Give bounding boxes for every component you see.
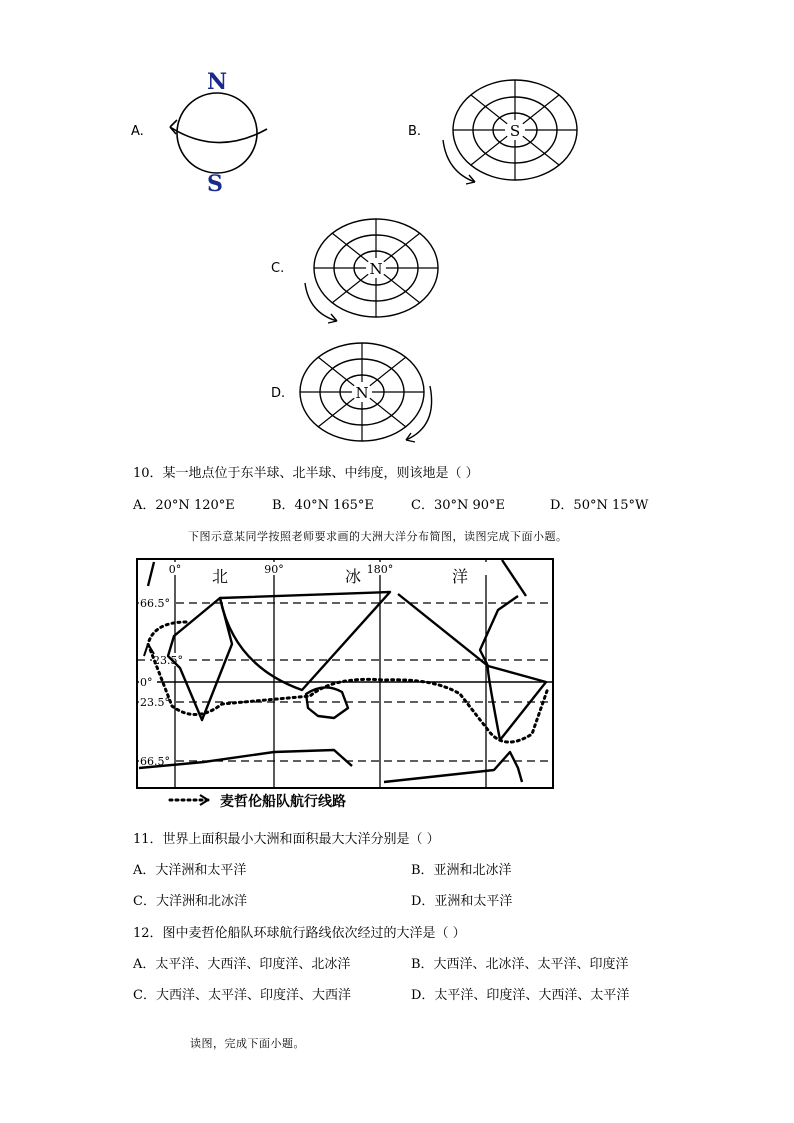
- lat-label-665s: 66.5°: [140, 755, 170, 768]
- q10-option-d: D．50°N 15°W: [550, 498, 649, 513]
- lat-label-235n: 23.5°: [153, 654, 183, 667]
- lat-label-235s: 23.5°: [140, 696, 170, 709]
- option-d-polar-figure: [290, 336, 450, 451]
- q11-option-a: A．大洋洲和太平洋: [133, 863, 247, 878]
- q10-option-b: B．40°N 165°E: [272, 498, 374, 513]
- option-a-label: A.: [131, 124, 144, 139]
- q11-option-b: B．亚洲和北冰洋: [411, 863, 512, 878]
- option-d-label: D.: [271, 386, 286, 401]
- continent-ocean-map: [134, 556, 564, 814]
- q12-option-b: B．大西洋、北冰洋、太平洋、印度洋: [411, 957, 629, 972]
- option-b-polar-figure: [435, 72, 585, 192]
- polar-center-label: N: [369, 260, 383, 278]
- legend-label: 麦哲伦船队航行线路: [220, 794, 346, 810]
- globe-north-label: N: [206, 69, 228, 95]
- option-b-label: B.: [408, 124, 422, 139]
- lon-label-90e: 90°: [264, 563, 284, 576]
- polar-center-label: S: [509, 122, 521, 140]
- polar-center-label: N: [355, 384, 369, 402]
- q12-option-d: D．太平洋、印度洋、大西洋、太平洋: [411, 988, 630, 1003]
- q12-stem: 12．图中麦哲伦船队环球航行路线依次经过的大洋是（ ）: [133, 926, 466, 941]
- option-a-globe-figure: [165, 65, 275, 195]
- lon-label-180: 180°: [366, 563, 394, 576]
- q11-option-c: C．大洋洲和北冰洋: [133, 894, 247, 909]
- footer-note: 读图，完成下面小题。: [190, 1037, 305, 1050]
- north-america-shape: [398, 594, 518, 666]
- option-c-polar-figure: [295, 215, 445, 327]
- q11-stem: 11．世界上面积最小大洲和面积最大大洋分别是（ ）: [133, 832, 440, 847]
- globe-south-label: S: [207, 171, 223, 195]
- australia-shape: [306, 687, 348, 718]
- q12-option-a: A．太平洋、大西洋、印度洋、北冰洋: [133, 957, 351, 972]
- antarctica-east: [384, 752, 522, 782]
- eurasia-shape: [220, 592, 390, 690]
- continent-outlines: [139, 560, 546, 782]
- ocean-char-2: 冰: [344, 567, 362, 586]
- option-c-label: C.: [271, 261, 285, 276]
- lon-label-0: 0°: [168, 563, 182, 576]
- lat-label-665n: 66.5°: [140, 597, 170, 610]
- q12-option-c: C．大西洋、太平洋、印度洋、大西洋: [133, 988, 351, 1003]
- q11-option-d: D．亚洲和太平洋: [411, 894, 513, 909]
- lat-label-0: 0°: [140, 676, 153, 689]
- south-america-shape: [488, 666, 546, 740]
- q10-stem: 10．某一地点位于东半球、北半球、中纬度，则该地是（ ）: [133, 466, 479, 481]
- q10-option-c: C．30°N 90°E: [411, 498, 506, 513]
- ocean-char-1: 北: [211, 567, 229, 586]
- q10-option-a: A．20°N 120°E: [133, 498, 235, 513]
- map-intro: 下图示意某同学按照老师要求画的大洲大洋分布简图，读图完成下面小题。: [188, 530, 568, 543]
- ocean-char-3: 洋: [451, 567, 469, 586]
